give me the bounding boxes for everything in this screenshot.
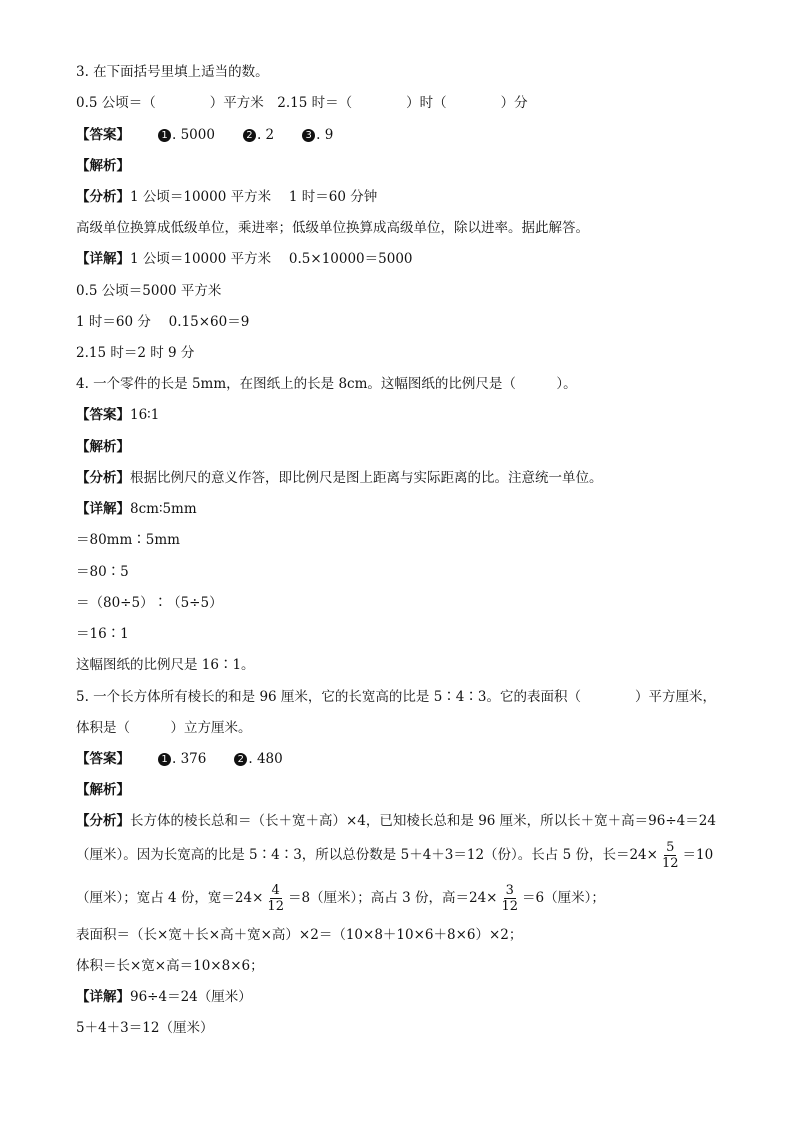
numerator: 4 bbox=[271, 883, 280, 898]
q5-fenxi-2 bbox=[76, 838, 713, 872]
fenxi-text: 1 公顷＝10000 平方米 1 时＝60 分钟 bbox=[130, 189, 378, 205]
q5-fenxi-1 bbox=[76, 812, 716, 830]
denominator: 12 bbox=[267, 899, 284, 914]
answer-label: 【答案】 bbox=[76, 407, 130, 423]
q5-answer-line bbox=[76, 750, 283, 768]
answer-value: . 376 bbox=[172, 751, 207, 767]
q3-jiexi-label: 【解析】 bbox=[76, 158, 130, 174]
fenxi-text: ＝8（厘米）；高占 3 份，高＝24× bbox=[287, 890, 498, 906]
answer-label: 【答案】 bbox=[76, 751, 130, 767]
fenxi-text: ＝6（厘米）； bbox=[522, 890, 605, 906]
answer-label: 【答案】 bbox=[76, 127, 130, 143]
fraction bbox=[660, 840, 681, 871]
q4-step-4: ＝16∶1 bbox=[76, 626, 129, 642]
circled-number-icon: 1 bbox=[158, 753, 171, 766]
fenxi-text: （厘米）。因为长宽高的比是 5∶4∶3，所以总份数是 5＋4＋3＝12（份）。长占 5 份，长＝24× bbox=[76, 847, 658, 863]
q3-title: 3. 在下面括号里填上适当的数。 bbox=[76, 64, 269, 80]
xiangjie-label: 【详解】 bbox=[76, 501, 130, 517]
fraction bbox=[499, 883, 520, 914]
q5-step-1: 5＋4＋3＝12（厘米） bbox=[76, 1020, 214, 1036]
q4-step-2: ＝80∶5 bbox=[76, 564, 129, 580]
q5-area: 表面积＝（长×宽＋长×高＋宽×高）×2＝（10×8＋10×6＋8×6）×2； bbox=[76, 927, 523, 943]
denominator: 12 bbox=[661, 856, 679, 871]
q5-fenxi-3 bbox=[76, 881, 605, 915]
xiangjie-label: 【详解】 bbox=[76, 989, 130, 1005]
q3-xiangjie bbox=[76, 250, 413, 268]
circled-number-icon: 3 bbox=[302, 129, 315, 142]
answer-value: . 5000 bbox=[172, 127, 215, 143]
q3-answer-line bbox=[76, 126, 333, 144]
xiangjie-text: 96÷4＝24（厘米） bbox=[130, 989, 252, 1005]
answer-value: . 9 bbox=[316, 127, 334, 143]
q4-title: 4. 一个零件的长是 5mm，在图纸上的长是 8cm。这幅图纸的比例尺是（ ）。 bbox=[76, 376, 577, 392]
q4-step-1: ＝80mm∶5mm bbox=[76, 532, 180, 548]
q5-title-2: 体积是（ ）立方厘米。 bbox=[76, 720, 252, 736]
circled-number-icon: 2 bbox=[234, 753, 247, 766]
xiangjie-text: 8cm∶5mm bbox=[130, 501, 197, 517]
numerator: 3 bbox=[505, 883, 514, 898]
answer-value: 16∶1 bbox=[130, 407, 160, 423]
fenxi-text: 根据比例尺的意义作答，即比例尺是图上距离与实际距离的比。注意统一单位。 bbox=[130, 470, 603, 486]
xiangjie-label: 【详解】 bbox=[76, 251, 130, 267]
q3-step-3: 2.15 时＝2 时 9 分 bbox=[76, 345, 195, 361]
q3-fenxi bbox=[76, 188, 377, 206]
answer-value: . 480 bbox=[248, 751, 283, 767]
fenxi-label: 【分析】 bbox=[76, 813, 130, 829]
q4-answer-line bbox=[76, 406, 159, 424]
q3-step-2: 1 时＝60 分 0.15×60＝9 bbox=[76, 314, 250, 330]
answer-value: . 2 bbox=[256, 127, 275, 143]
circled-number-icon: 1 bbox=[158, 129, 171, 142]
q3-fenxi-2: 高级单位换算成低级单位，乘进率；低级单位换算成高级单位，除以进率。据此解答。 bbox=[76, 220, 589, 236]
q5-volume: 体积＝长×宽×高＝10×8×6； bbox=[76, 958, 264, 974]
numerator: 5 bbox=[666, 840, 675, 855]
q4-xiangjie bbox=[76, 500, 197, 518]
denominator: 12 bbox=[501, 899, 519, 914]
fenxi-label: 【分析】 bbox=[76, 189, 130, 205]
fenxi-text: （厘米）；宽占 4 份，宽＝24× bbox=[76, 890, 264, 906]
q4-jiexi-label: 【解析】 bbox=[76, 439, 130, 455]
q5-title: 5. 一个长方体所有棱长的和是 96 厘米，它的长宽高的比是 5∶4∶3。它的表面积（ ）平方厘米， bbox=[76, 689, 716, 705]
q4-fenxi bbox=[76, 469, 603, 487]
fenxi-text: ＝10 bbox=[682, 847, 714, 863]
q4-step-3: ＝（80÷5）∶（5÷5） bbox=[76, 595, 223, 611]
fenxi-text: 长方体的棱长总和＝（长＋宽＋高）×4，已知棱长总和是 96 厘米，所以长＋宽＋高＝96÷4＝24 bbox=[130, 813, 716, 829]
q5-jiexi-label: 【解析】 bbox=[76, 782, 130, 798]
fraction bbox=[265, 883, 286, 914]
q4-conclusion: 这幅图纸的比例尺是 16∶1。 bbox=[76, 657, 255, 673]
xiangjie-text: 1 公顷＝10000 平方米 0.5×10000＝5000 bbox=[130, 251, 413, 267]
q5-xiangjie bbox=[76, 988, 252, 1006]
q3-question: 0.5 公顷＝（ ）平方米 2.15 时＝（ ）时（ ）分 bbox=[76, 95, 528, 111]
q3-step-1: 0.5 公顷＝5000 平方米 bbox=[76, 283, 222, 299]
fenxi-label: 【分析】 bbox=[76, 470, 130, 486]
circled-number-icon: 2 bbox=[243, 129, 256, 142]
